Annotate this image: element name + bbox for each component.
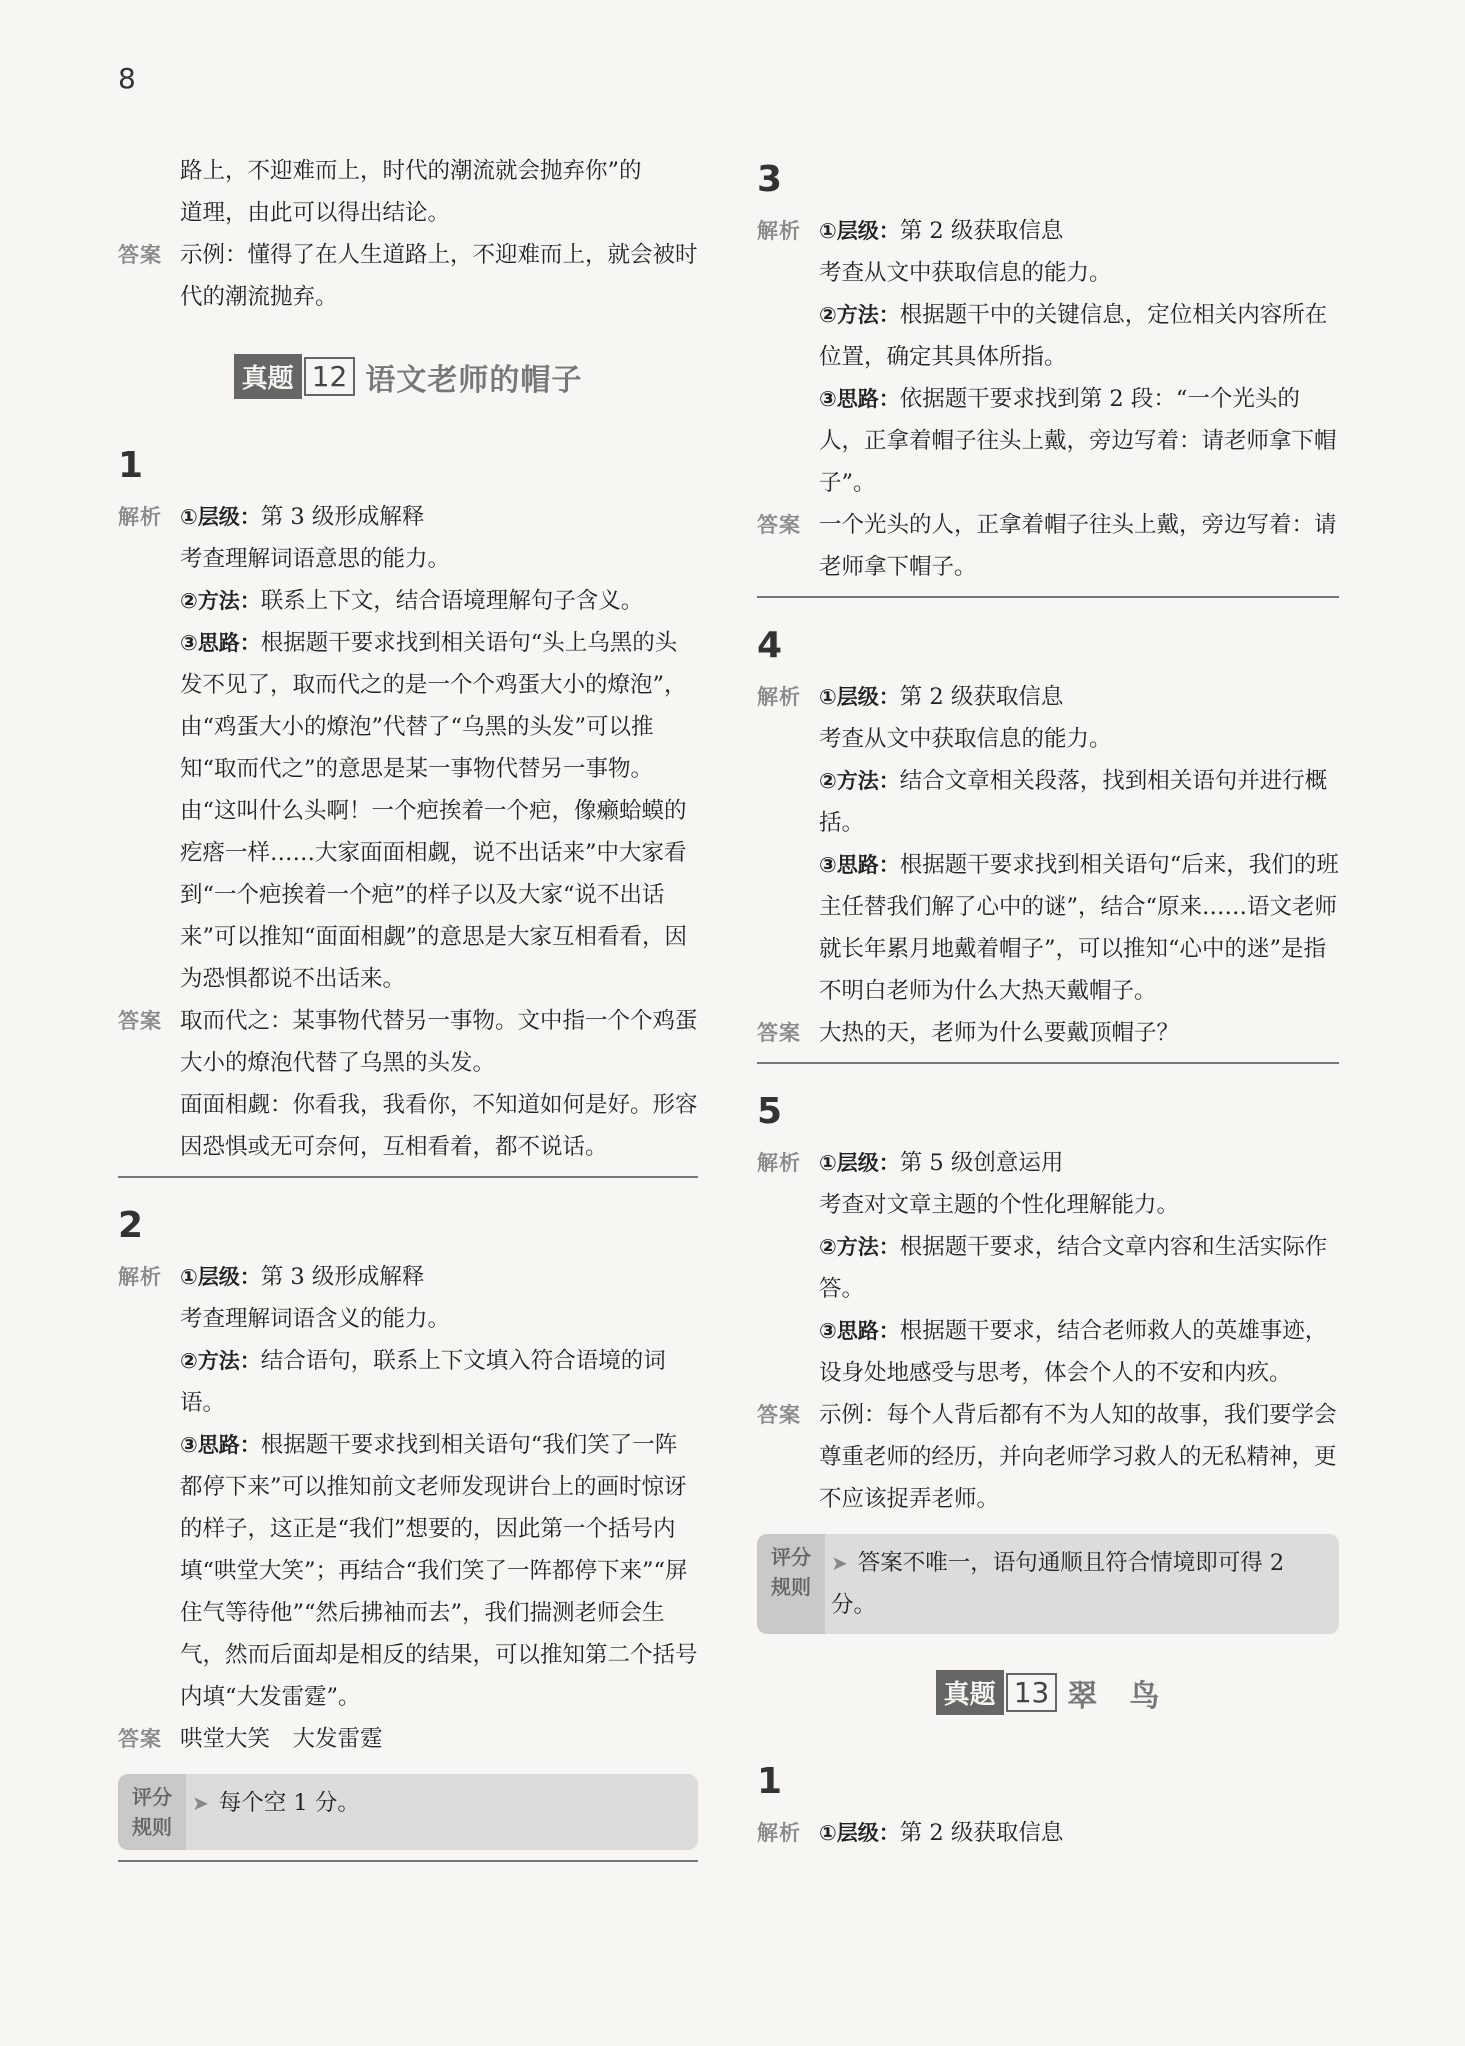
idea-text: 根据题干要求，结合老师救人的英雄事迹，设身处地感受与思考，体会个人的不安和内疚。 [819, 1318, 1328, 1386]
continued-answer [118, 234, 698, 318]
divider [118, 1860, 698, 1862]
scoring-rule [118, 1774, 698, 1850]
analysis-level [118, 496, 698, 538]
exam-title-text: 语文老师的帽子 [365, 362, 583, 398]
answer-tag: 答案 [757, 1403, 801, 1427]
idea-text: 根据题干要求找到相关语句“头上乌黑的头发不见了，取而代之的是一个个鸡蛋大小的燎泡”，由“鸡蛋大小的燎泡”代替了“乌黑的头发”可以推知“取而代之”的意思是某一事物代替另一事物。由“这叫什么头啊！一个疤挨着一个疤，像癞蛤蟆的疙瘩一样……大家面面相觑，说不出话来”中大家看到“一个疤挨着一个疤”的样子以及大家“说不出话来”可以推知“面面相觑”的意思是大家互相看看，因为恐惧都说不出话来。 [180, 630, 688, 992]
analysis-level [118, 1256, 698, 1298]
exam-title-13 [757, 1670, 1339, 1726]
analysis-level [757, 1142, 1339, 1184]
method-label: ②方法： [819, 1235, 900, 1259]
idea [757, 378, 1339, 504]
answer-text: 示例：懂得了在人生道路上，不迎难而上，就会被时代的潮流抛弃。 [180, 242, 698, 310]
answer-text-2: 面面相觑：你看我，我看你，不知道如何是好。形容因恐惧或无可奈何，互相看着，都不说话。 [180, 1092, 698, 1160]
analysis-level [757, 210, 1339, 252]
level-label: ①层级： [819, 685, 900, 709]
answer-tag: 答案 [118, 1009, 162, 1033]
scoring-rule-label: 评分规则 [757, 1534, 825, 1634]
answer-block [757, 504, 1339, 588]
exam-title-prefix: 真题 [234, 354, 302, 399]
idea [757, 844, 1339, 1012]
answer-block [757, 1394, 1339, 1520]
answer-text: 取而代之：某事物代替另一事物。文中指一个个鸡蛋大小的燎泡代替了乌黑的头发。 [180, 1008, 698, 1076]
right-column [757, 150, 1339, 1854]
exam-title-number: 12 [304, 357, 356, 396]
question-number: 5 [757, 1091, 783, 1132]
analysis-tag: 解析 [757, 1151, 801, 1175]
idea-label: ③思路： [819, 1319, 900, 1343]
scoring-rule-label: 评分规则 [118, 1774, 186, 1850]
left-column [118, 150, 698, 1868]
question-number: 2 [118, 1205, 144, 1246]
method-text: 根据题干中的关键信息，定位相关内容所在位置，确定其具体所指。 [819, 302, 1328, 370]
answer-text: 大热的天，老师为什么要戴顶帽子？ [819, 1020, 1180, 1046]
analysis-tag: 解析 [757, 219, 801, 243]
answer-tag: 答案 [118, 1727, 162, 1751]
scoring-rule-text: 答案不唯一，语句通顺且符合情境即可得 2 分。 [831, 1550, 1285, 1618]
exam-title-prefix: 真题 [936, 1670, 1004, 1715]
idea-label: ③思路： [180, 631, 261, 655]
level-label: ①层级： [819, 1151, 900, 1175]
level-text: 第 2 级获取信息 [899, 1820, 1064, 1846]
analysis-tag: 解析 [757, 685, 801, 709]
answer-tag: 答案 [118, 243, 162, 267]
answer-tag: 答案 [757, 513, 801, 537]
method-text: 结合文章相关段落，找到相关语句并进行概括。 [819, 768, 1328, 836]
answer-text: 一个光头的人，正拿着帽子往头上戴，旁边写着：请老师拿下帽子。 [819, 512, 1337, 580]
idea [757, 1310, 1339, 1394]
answer-block [118, 1000, 698, 1084]
answer-tag: 答案 [757, 1021, 801, 1045]
idea-label: ③思路： [819, 387, 900, 411]
method [118, 1340, 698, 1424]
method [757, 294, 1339, 378]
level-text: 第 3 级形成解释 [260, 504, 425, 530]
level-text: 第 5 级创意运用 [899, 1150, 1064, 1176]
divider [757, 596, 1339, 598]
question-number: 1 [757, 1761, 783, 1802]
page-number: 8 [118, 62, 136, 95]
scoring-rule-text: 每个空 1 分。 [218, 1790, 360, 1816]
continued-text-line: 道理，由此可以得出结论。 [180, 200, 451, 226]
answer-text: 哄堂大笑 大发雷霆 [180, 1726, 383, 1752]
method-text: 结合语句，联系上下文填入符合语境的词语。 [180, 1348, 666, 1416]
idea-text: 根据题干要求找到相关语句“后来，我们的班主任替我们解了心中的谜”，结合“原来……语文老师就长年累月地戴着帽子”，可以推知“心中的迷”是指不明白老师为什么大热天戴帽子。 [819, 852, 1339, 1004]
level-text: 第 2 级获取信息 [899, 684, 1064, 710]
analysis-level [757, 676, 1339, 718]
idea-text: 依据题干要求找到第 2 段：“一个光头的人，正拿着帽子往头上戴，旁边写着：请老师拿下帽子”。 [819, 386, 1337, 496]
method [118, 580, 698, 622]
method-text: 根据题干要求，结合文章内容和生活实际作答。 [819, 1234, 1328, 1302]
method [757, 760, 1339, 844]
method-label: ②方法： [180, 1349, 261, 1373]
idea [118, 622, 698, 1000]
level-description: 考查理解词语含义的能力。 [180, 1306, 451, 1332]
level-description: 考查从文中获取信息的能力。 [819, 260, 1112, 286]
question-number: 4 [757, 625, 783, 666]
level-label: ①层级： [180, 505, 261, 529]
idea-label: ③思路： [180, 1433, 261, 1457]
level-description: 考查从文中获取信息的能力。 [819, 726, 1112, 752]
idea-text: 根据题干要求找到相关语句“我们笑了一阵都停下来”可以推知前文老师发现讲台上的画时惊讶的样子，这正是“我们”想要的，因此第一个括号内填“哄堂大笑”；再结合“我们笑了一阵都停下来”“屏住气等待他”“然后拂袖而去”，我们揣测老师会生气，然而后面却是相反的结果，可以推知第二个括号内填“大发雷霆”。 [180, 1432, 698, 1710]
level-label: ①层级： [819, 1821, 900, 1845]
idea [118, 1424, 698, 1718]
level-label: ①层级： [180, 1265, 261, 1289]
arrow-icon: ➤ [192, 1791, 209, 1815]
arrow-icon: ➤ [831, 1551, 848, 1575]
answer-block [757, 1012, 1339, 1054]
divider [118, 1176, 698, 1178]
idea-label: ③思路： [819, 853, 900, 877]
analysis-level [757, 1812, 1339, 1854]
method-label: ②方法： [180, 589, 261, 613]
method-label: ②方法： [819, 303, 900, 327]
divider [757, 1062, 1339, 1064]
method [757, 1226, 1339, 1310]
answer-block [118, 1718, 698, 1760]
analysis-tag: 解析 [118, 1265, 162, 1289]
method-text: 联系上下文，结合语境理解句子含义。 [260, 588, 644, 614]
question-number: 3 [757, 159, 783, 200]
method-label: ②方法： [819, 769, 900, 793]
level-description: 考查理解词语意思的能力。 [180, 546, 451, 572]
scoring-rule [757, 1534, 1339, 1634]
question-number: 1 [118, 445, 144, 486]
level-text: 第 2 级获取信息 [899, 218, 1064, 244]
exam-title-text: 翠 鸟 [1067, 1678, 1161, 1714]
analysis-tag: 解析 [118, 505, 162, 529]
level-description: 考查对文章主题的个性化理解能力。 [819, 1192, 1180, 1218]
answer-text: 示例：每个人背后都有不为人知的故事，我们要学会尊重老师的经历，并向老师学习救人的无私精神，更不应该捉弄老师。 [819, 1402, 1337, 1512]
continued-text-line: 路上，不迎难而上，时代的潮流就会抛弃你”的 [180, 158, 642, 184]
level-label: ①层级： [819, 219, 900, 243]
level-text: 第 3 级形成解释 [260, 1264, 425, 1290]
exam-title-12 [118, 354, 698, 410]
exam-title-number: 13 [1006, 1673, 1058, 1712]
analysis-tag: 解析 [757, 1821, 801, 1845]
